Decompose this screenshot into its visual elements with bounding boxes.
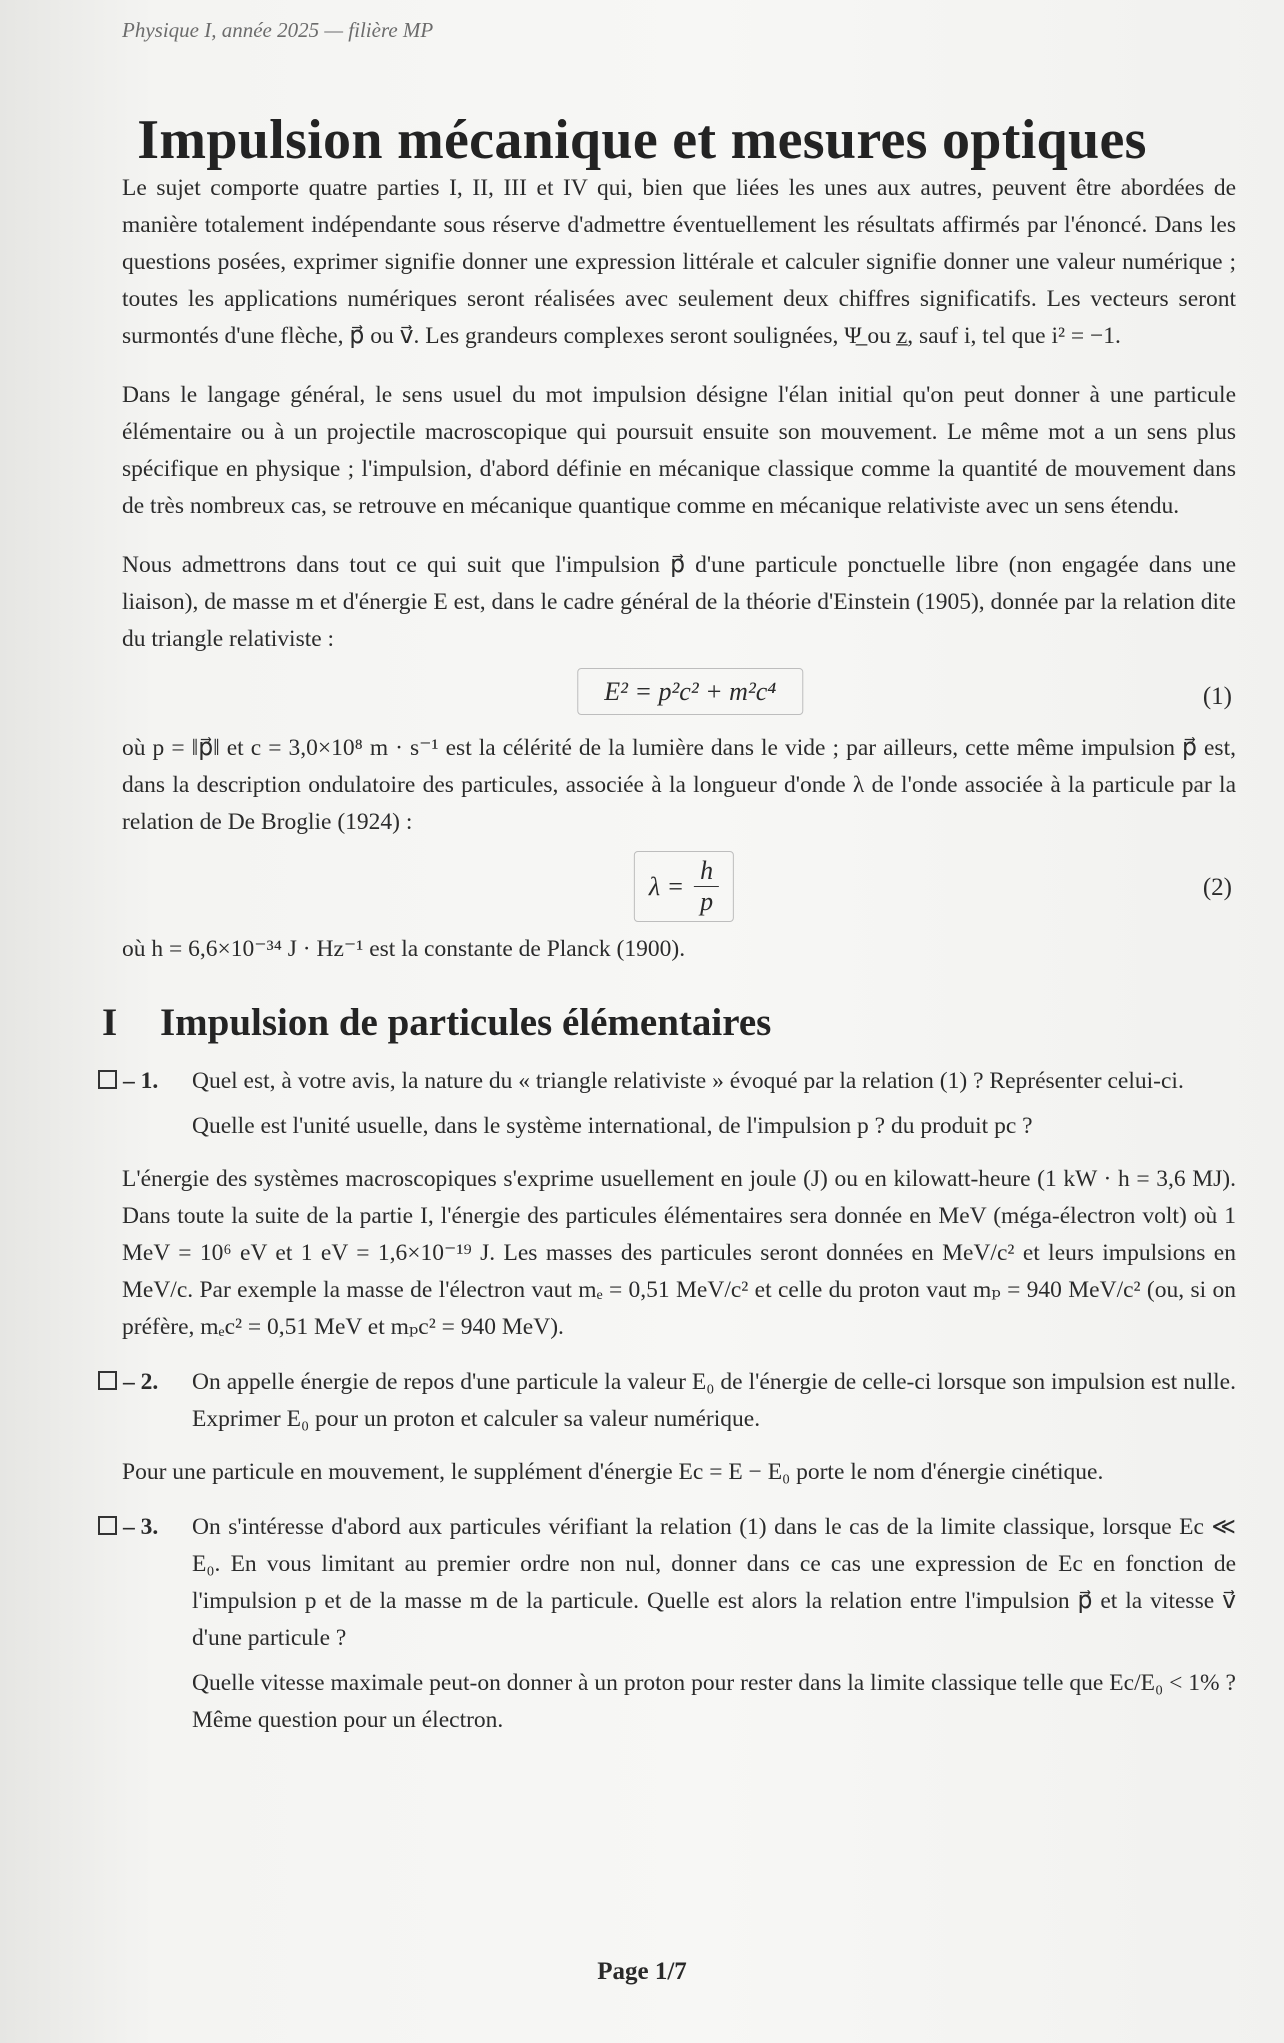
- question-3: [122, 1509, 1236, 1739]
- checkbox-icon: [98, 1371, 117, 1390]
- section-title: Impulsion de particules élémentaires: [160, 1001, 772, 1044]
- page-number: Page 1/7: [597, 1958, 687, 1985]
- intro-paragraph-2: Dans le langage général, le sens usuel du mot impulsion désigne l'élan initial qu'on peut donner à une particule élémentaire ou à un projectile macroscopique qui poursuit ensuite son mouvement. Le même mot a un sens plus spécifique en physique ; l'impulsion, d'abord définie en mécanique classique comme la quantité de mouvement dans de très nombreux cas, se retrouve en mécanique quantique comme en mécanique relativiste avec un sens étendu.: [122, 382, 1236, 519]
- question-2-line-1: On appelle énergie de repos d'une particule la valeur E₀ de l'énergie de celle-ci lorsque son impulsion est nulle. Exprimer E₀ pour un proton et calculer sa valeur numérique.: [192, 1369, 1236, 1432]
- checkbox-icon: [98, 1516, 117, 1535]
- equation-2-number: (2): [1202, 874, 1232, 901]
- section-heading: [102, 1001, 1236, 1044]
- page-title: Impulsion mécanique et mesures optiques: [137, 109, 1147, 171]
- equation-2-fraction: [694, 856, 719, 917]
- question-1-label: – 1.: [98, 1063, 158, 1100]
- equation-2-denominator: p: [700, 887, 714, 916]
- equation-2: [634, 851, 734, 922]
- intro-paragraph-4: où p = ‖p⃗‖ et c = 3,0×10⁸ m · s⁻¹ est la célérité de la lumière dans le vide ; par ailleurs, cette même impulsion p⃗ est, dans la description ondulatoire des particules, associée à la longueur d'onde λ de l'onde associée à la particule par la relation de De Broglie (1924) :: [122, 735, 1236, 835]
- question-3-line-1: On s'intéresse d'abord aux particules vérifiant la relation (1) dans le cas de la limite classique, lorsque Eс ≪ E₀. En vous limitant au premier ordre non nul, donner dans ce cas une expression de Eс en fonction de l'impulsion p et de la masse m de la particule. Quelle est alors la relation entre l'impulsion p⃗ et la vitesse v⃗ d'une particule ?: [192, 1514, 1236, 1651]
- checkbox-icon: [98, 1070, 117, 1089]
- question-1: [122, 1063, 1236, 1145]
- question-3-label: – 3.: [98, 1509, 158, 1546]
- equation-1-row: [122, 662, 1236, 728]
- question-1-line-2: Quelle est l'unité usuelle, dans le système international, de l'impulsion p ? du produit pc ?: [192, 1113, 1033, 1139]
- equation-1: E² = p²c² + m²c⁴: [577, 668, 803, 715]
- question-3-line-2: Quelle vitesse maximale peut-on donner à un proton pour rester dans la limite classique telle que Eс/E₀ < 1% ? Même question pour un électron.: [192, 1670, 1236, 1733]
- section-number: I: [102, 1001, 118, 1044]
- question-1-line-1: Quel est, à votre avis, la nature du « triangle relativiste » évoqué par la relation (1) ? Représenter celui-ci.: [192, 1068, 1184, 1094]
- equation-2-lhs: λ =: [648, 872, 685, 901]
- question-2: [122, 1364, 1236, 1438]
- intro-paragraph-1: Le sujet comporte quatre parties I, II, III et IV qui, bien que liées les unes aux autres, peuvent être abordées de manière totalement indépendante sous réserve d'admettre éventuellement les résultats affirmés par l'énoncé. Dans les questions posées, exprimer signifie donner une expression littérale et calculer signifie donner une valeur numérique ; toutes les applications numériques seront réalisées avec seulement deux chiffres significatifs. Les vecteurs seront surmontés d'une flèche, p⃗ ou v⃗. Les grandeurs complexes seront soulignées, Ψ̲ ou z̲, sauf i, tel que i² = −1.: [122, 175, 1236, 349]
- document-body: [102, 170, 1236, 1755]
- equation-2-numerator: h: [694, 856, 719, 887]
- kinetic-energy-paragraph: Pour une particule en mouvement, le supplément d'énergie Eс = E − E₀ porte le nom d'énergie cinétique.: [122, 1459, 1104, 1485]
- equation-2-row: [122, 845, 1236, 929]
- intro-paragraph-5: où h = 6,6×10⁻³⁴ J · Hz⁻¹ est la constante de Planck (1900).: [122, 936, 686, 962]
- question-2-label: – 2.: [98, 1364, 158, 1401]
- equation-1-number: (1): [1202, 683, 1232, 710]
- units-paragraph: L'énergie des systèmes macroscopiques s'exprime usuellement en joule (J) ou en kilowatt-heure (1 kW · h = 3,6 MJ). Dans toute la suite de la partie I, l'énergie des particules élémentaires sera donnée en MeV (méga-électron volt) où 1 MeV = 10⁶ eV et 1 eV = 1,6×10⁻¹⁹ J. Les masses des particules seront données en MeV/c² et leurs impulsions en MeV/c. Par exemple la masse de l'électron vaut mₑ = 0,51 MeV/c² et celle du proton vaut mₚ = 940 MeV/c² (ou, si on préfère, mₑc² = 0,51 MeV et mₚc² = 940 MeV).: [122, 1166, 1236, 1340]
- intro-paragraph-3: Nous admettrons dans tout ce qui suit que l'impulsion p⃗ d'une particule ponctuelle libre (non engagée dans une liaison), de masse m et d'énergie E est, dans le cadre général de la théorie d'Einstein (1905), donnée par la relation dite du triangle relativiste :: [122, 552, 1236, 652]
- header-note: Physique I, année 2025 — filière MP: [122, 18, 434, 42]
